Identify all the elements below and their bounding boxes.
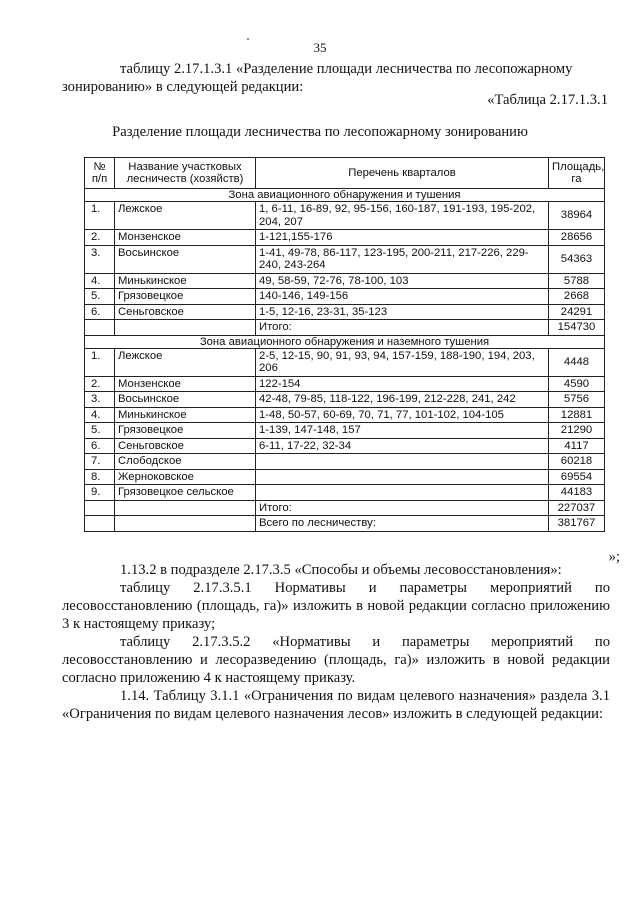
empty-cell: [115, 516, 256, 532]
quarters-list: [256, 485, 549, 501]
grand-total-label: Всего по лесничеству:: [256, 516, 549, 532]
table-row: [85, 376, 605, 392]
quarters-list: 1-5, 12-16, 23-31, 35-123: [256, 304, 549, 320]
quarters-list: 2-5, 12-15, 90, 91, 93, 94, 157-159, 188-190, 194, 203, 206: [256, 348, 549, 376]
header-quarters: Перечень кварталов: [256, 158, 549, 189]
forestry-name: Слободское: [115, 454, 256, 470]
row-number: 6.: [85, 438, 115, 454]
table-row: [85, 245, 605, 273]
empty-cell: [85, 516, 115, 532]
table-row: [85, 348, 605, 376]
table-row: [85, 230, 605, 246]
total-label: Итого:: [256, 320, 549, 336]
area-value: 24291: [549, 304, 605, 320]
row-number: 4.: [85, 407, 115, 423]
quarters-list: [256, 454, 549, 470]
zone-title-row: [85, 189, 605, 202]
header-area: Площадь, га: [549, 158, 605, 189]
table-row: [85, 304, 605, 320]
total-row: [85, 500, 605, 516]
area-value: 4117: [549, 438, 605, 454]
forestry-name: Минькинское: [115, 407, 256, 423]
forestry-name: Грязовецкое: [115, 289, 256, 305]
row-number: 3.: [85, 245, 115, 273]
paragraph-table-2-17-3-5-2: таблицу 2.17.3.5.2 «Нормативы и параметры мероприятий по лесовосстановлению и лесоразведению (площадь, га)» изложить в новой редакции согласно приложению 4 к настоящему приказу.: [62, 634, 610, 686]
area-value: 5788: [549, 273, 605, 289]
row-number: 2.: [85, 230, 115, 246]
row-number: 7.: [85, 454, 115, 470]
forestry-name: Монзенское: [115, 376, 256, 392]
total-label: Итого:: [256, 500, 549, 516]
zone-title-row: [85, 335, 605, 348]
table-reference: «Таблица 2.17.1.3.1: [487, 92, 608, 108]
area-value: 54363: [549, 245, 605, 273]
quarters-list: 1-48, 50-57, 60-69, 70, 71, 77, 101-102, 104-105: [256, 407, 549, 423]
quarters-list: 1-41, 49-78, 86-117, 123-195, 200-211, 217-226, 229-240, 243-264: [256, 245, 549, 273]
paragraph-1-14: 1.14. Таблицу 3.1.1 «Ограничения по видам целевого назначения» раздела 3.1 «Ограничения по видам целевого назначения лесов» изложить в следующей редакции:: [62, 688, 610, 722]
forestry-name: Лежское: [115, 348, 256, 376]
row-number: 9.: [85, 485, 115, 501]
table-row: [85, 407, 605, 423]
header-num: № п/п: [85, 158, 115, 189]
forestry-name: Грязовецкое сельское: [115, 485, 256, 501]
area-value: 2668: [549, 289, 605, 305]
row-number: 4.: [85, 273, 115, 289]
grand-total-row: [85, 516, 605, 532]
area-value: 44183: [549, 485, 605, 501]
area-value: 60218: [549, 454, 605, 470]
table-row: [85, 392, 605, 408]
forestry-name: Восьинское: [115, 245, 256, 273]
forestry-name: Жерноковское: [115, 469, 256, 485]
page-number: 35: [313, 40, 327, 55]
forestry-name: Минькинское: [115, 273, 256, 289]
table-row: [85, 454, 605, 470]
empty-cell: [85, 320, 115, 336]
forestry-name: Монзенское: [115, 230, 256, 246]
total-value: 227037: [549, 500, 605, 516]
row-number: 3.: [85, 392, 115, 408]
row-number: 1.: [85, 202, 115, 230]
area-value: 5756: [549, 392, 605, 408]
quarters-list: 49, 58-59, 72-76, 78-100, 103: [256, 273, 549, 289]
area-value: 21290: [549, 423, 605, 439]
area-value: 4590: [549, 376, 605, 392]
quarters-list: 6-11, 17-22, 32-34: [256, 438, 549, 454]
table-row: [85, 469, 605, 485]
row-number: 1.: [85, 348, 115, 376]
table-row: [85, 485, 605, 501]
row-number: 5.: [85, 289, 115, 305]
forestry-name: Сеньговское: [115, 438, 256, 454]
quarters-list: [256, 469, 549, 485]
table-row: [85, 273, 605, 289]
row-number: 6.: [85, 304, 115, 320]
area-value: 38964: [549, 202, 605, 230]
forestry-name: Сеньговское: [115, 304, 256, 320]
table-caption: Разделение площади лесничества по лесопожарному зонированию: [112, 124, 528, 140]
quarters-list: 1, 6-11, 16-89, 92, 95-156, 160-187, 191-193, 195-202, 204, 207: [256, 202, 549, 230]
zone2-title: Зона авиационного обнаружения и наземного тушения: [85, 335, 605, 348]
total-row: [85, 320, 605, 336]
paragraph-table-2-17-3-5-1: таблицу 2.17.3.5.1 Нормативы и параметры мероприятий по лесовосстановлению (площадь, га)» изложить в новой редакции согласно приложению 3 к настоящему приказу;: [62, 580, 610, 632]
table-row: [85, 423, 605, 439]
empty-cell: [115, 500, 256, 516]
quarters-list: 140-146, 149-156: [256, 289, 549, 305]
intro-line-1: таблицу 2.17.1.3.1 «Разделение площади лесничества по лесопожарному: [120, 61, 573, 77]
forestry-name: Лежское: [115, 202, 256, 230]
row-number: 2.: [85, 376, 115, 392]
total-value: 154730: [549, 320, 605, 336]
quarters-list: 122-154: [256, 376, 549, 392]
row-number: 5.: [85, 423, 115, 439]
area-value: 12881: [549, 407, 605, 423]
forestry-name: Грязовецкое: [115, 423, 256, 439]
header-name: Название участковых лесничеств (хозяйств): [115, 158, 256, 189]
area-value: 4448: [549, 348, 605, 376]
area-value: 69554: [549, 469, 605, 485]
quarters-list: 42-48, 79-85, 118-122, 196-199, 212-228, 241, 242: [256, 392, 549, 408]
forestry-name: Восьинское: [115, 392, 256, 408]
table-row: [85, 289, 605, 305]
table-row: [85, 438, 605, 454]
row-number: 8.: [85, 469, 115, 485]
table-row: [85, 202, 605, 230]
area-value: 28656: [549, 230, 605, 246]
quarters-list: 1-121,155-176: [256, 230, 549, 246]
table-header-row: [85, 158, 605, 189]
empty-cell: [85, 500, 115, 516]
forest-zoning-table: [84, 157, 605, 532]
closing-quote: »;: [608, 549, 620, 565]
quarters-list: 1-139, 147-148, 157: [256, 423, 549, 439]
empty-cell: [115, 320, 256, 336]
intro-line-2: зонированию» в следующей редакции:: [62, 79, 304, 95]
paragraph-1-13-2: 1.13.2 в подразделе 2.17.3.5 «Способы и объемы лесовосстановления»:: [120, 562, 562, 578]
grand-total-value: 381767: [549, 516, 605, 532]
zone1-title: Зона авиационного обнаружения и тушения: [85, 189, 605, 202]
